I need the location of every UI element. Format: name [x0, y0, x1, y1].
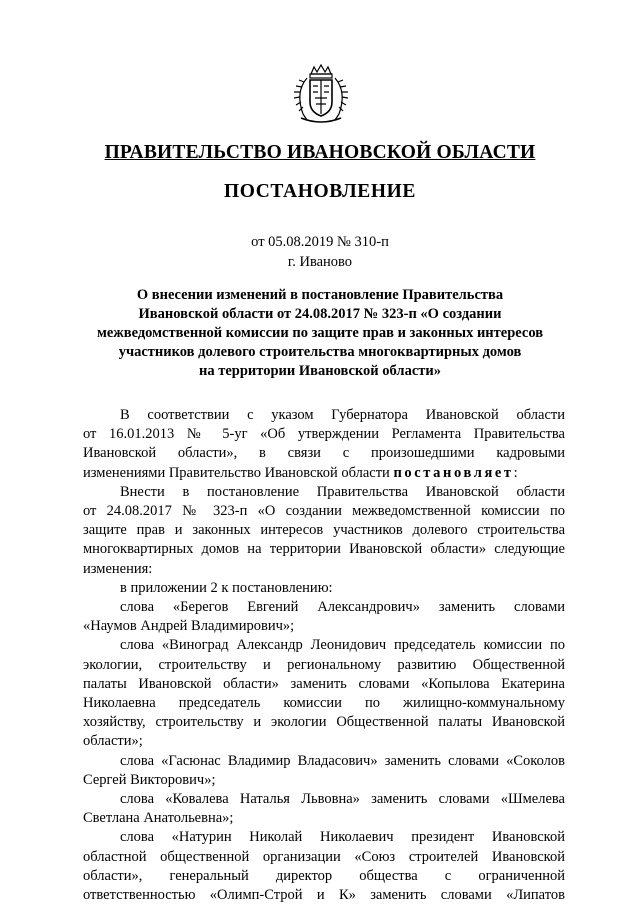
body-text: : [513, 464, 518, 481]
document-type-heading: ПОСТАНОВЛЕНИЕ [223, 181, 417, 202]
body-line: области», генеральный директор общества с ограниченной [83, 867, 565, 884]
subject-line: Ивановской области от 24.08.2017 № 323-п «О создании [138, 306, 502, 322]
body-line: слова «Гасюнас Владимир Владасович» заменить словами «Соколов [120, 752, 565, 769]
body-line: слова «Виноград Александр Леонидович председатель комиссии по [120, 637, 565, 654]
subject-line: на территории Ивановской области» [199, 363, 441, 379]
document-subject [80, 286, 560, 381]
subject-line: участников долевого строительства многоквартирных домов [118, 344, 522, 360]
body-line: области»; [83, 733, 143, 750]
body-line: В соответствии с указом Губернатора Ивановской области [120, 407, 565, 423]
body-line: в приложении 2 к постановлению: [120, 579, 333, 596]
resolution-keyword: постановляет [393, 464, 514, 481]
body-line: Сергей Викторович»; [83, 771, 216, 788]
body-line: Ивановской области», в связи с произошедшими кадровыми [83, 445, 565, 462]
body-line: слова «Берегов Евгений Александрович» заменить словами [120, 599, 565, 616]
body-line: экологии, строительству и региональному развитию Общественной [83, 656, 565, 673]
body-line: защите прав и законных интересов участников долевого строительства [83, 522, 565, 539]
body-line: от 16.01.2013 № 5-уг «Об утверждении Регламента Правительства [83, 426, 565, 443]
body-line [83, 464, 565, 483]
body-line: «Наумов Андрей Владимирович»; [83, 618, 295, 635]
body-line: хозяйству, строительству и экологии Общественной палаты Ивановской [83, 714, 565, 731]
body-text: изменениями Правительство Ивановской области [83, 464, 394, 481]
body-line: Николаевна председатель комиссии по жилищно-коммунальному [83, 695, 565, 712]
body-line: многоквартирных домов на территории Ивановской области» следующие [83, 541, 565, 558]
body-line: Светлана Анатольевна»; [83, 810, 234, 827]
subject-line: межведомственной комиссии по защите прав и законных интересов [96, 325, 544, 341]
government-title: ПРАВИТЕЛЬСТВО ИВАНОВСКОЙ ОБЛАСТИ [104, 142, 536, 163]
date-and-number: от 05.08.2019 № 310-п [251, 234, 389, 250]
body-line: изменения: [83, 560, 153, 577]
document-body [83, 406, 565, 905]
body-line: ответственностью «Олимп-Строй и К» заменить словами «Липатов [83, 887, 565, 904]
body-line: слова «Натурин Николай Николаевич президент Ивановской [120, 829, 565, 846]
body-line: областной общественной организации «Союз строителей Ивановской [83, 848, 565, 865]
coat-of-arms-icon [287, 62, 355, 130]
body-line: слова «Ковалева Наталья Львовна» заменить словами «Шмелева [120, 791, 565, 808]
city-name: г. Иваново [287, 254, 353, 270]
body-line: палаты Ивановской области» заменить словами «Копылова Екатерина [83, 675, 565, 692]
subject-line: О внесении изменений в постановление Правительства [136, 287, 504, 303]
body-line: от 24.08.2017 № 323-п «О создании межведомственной комиссии по [83, 503, 565, 520]
body-line: Внести в постановление Правительства Ивановской области [120, 483, 565, 500]
